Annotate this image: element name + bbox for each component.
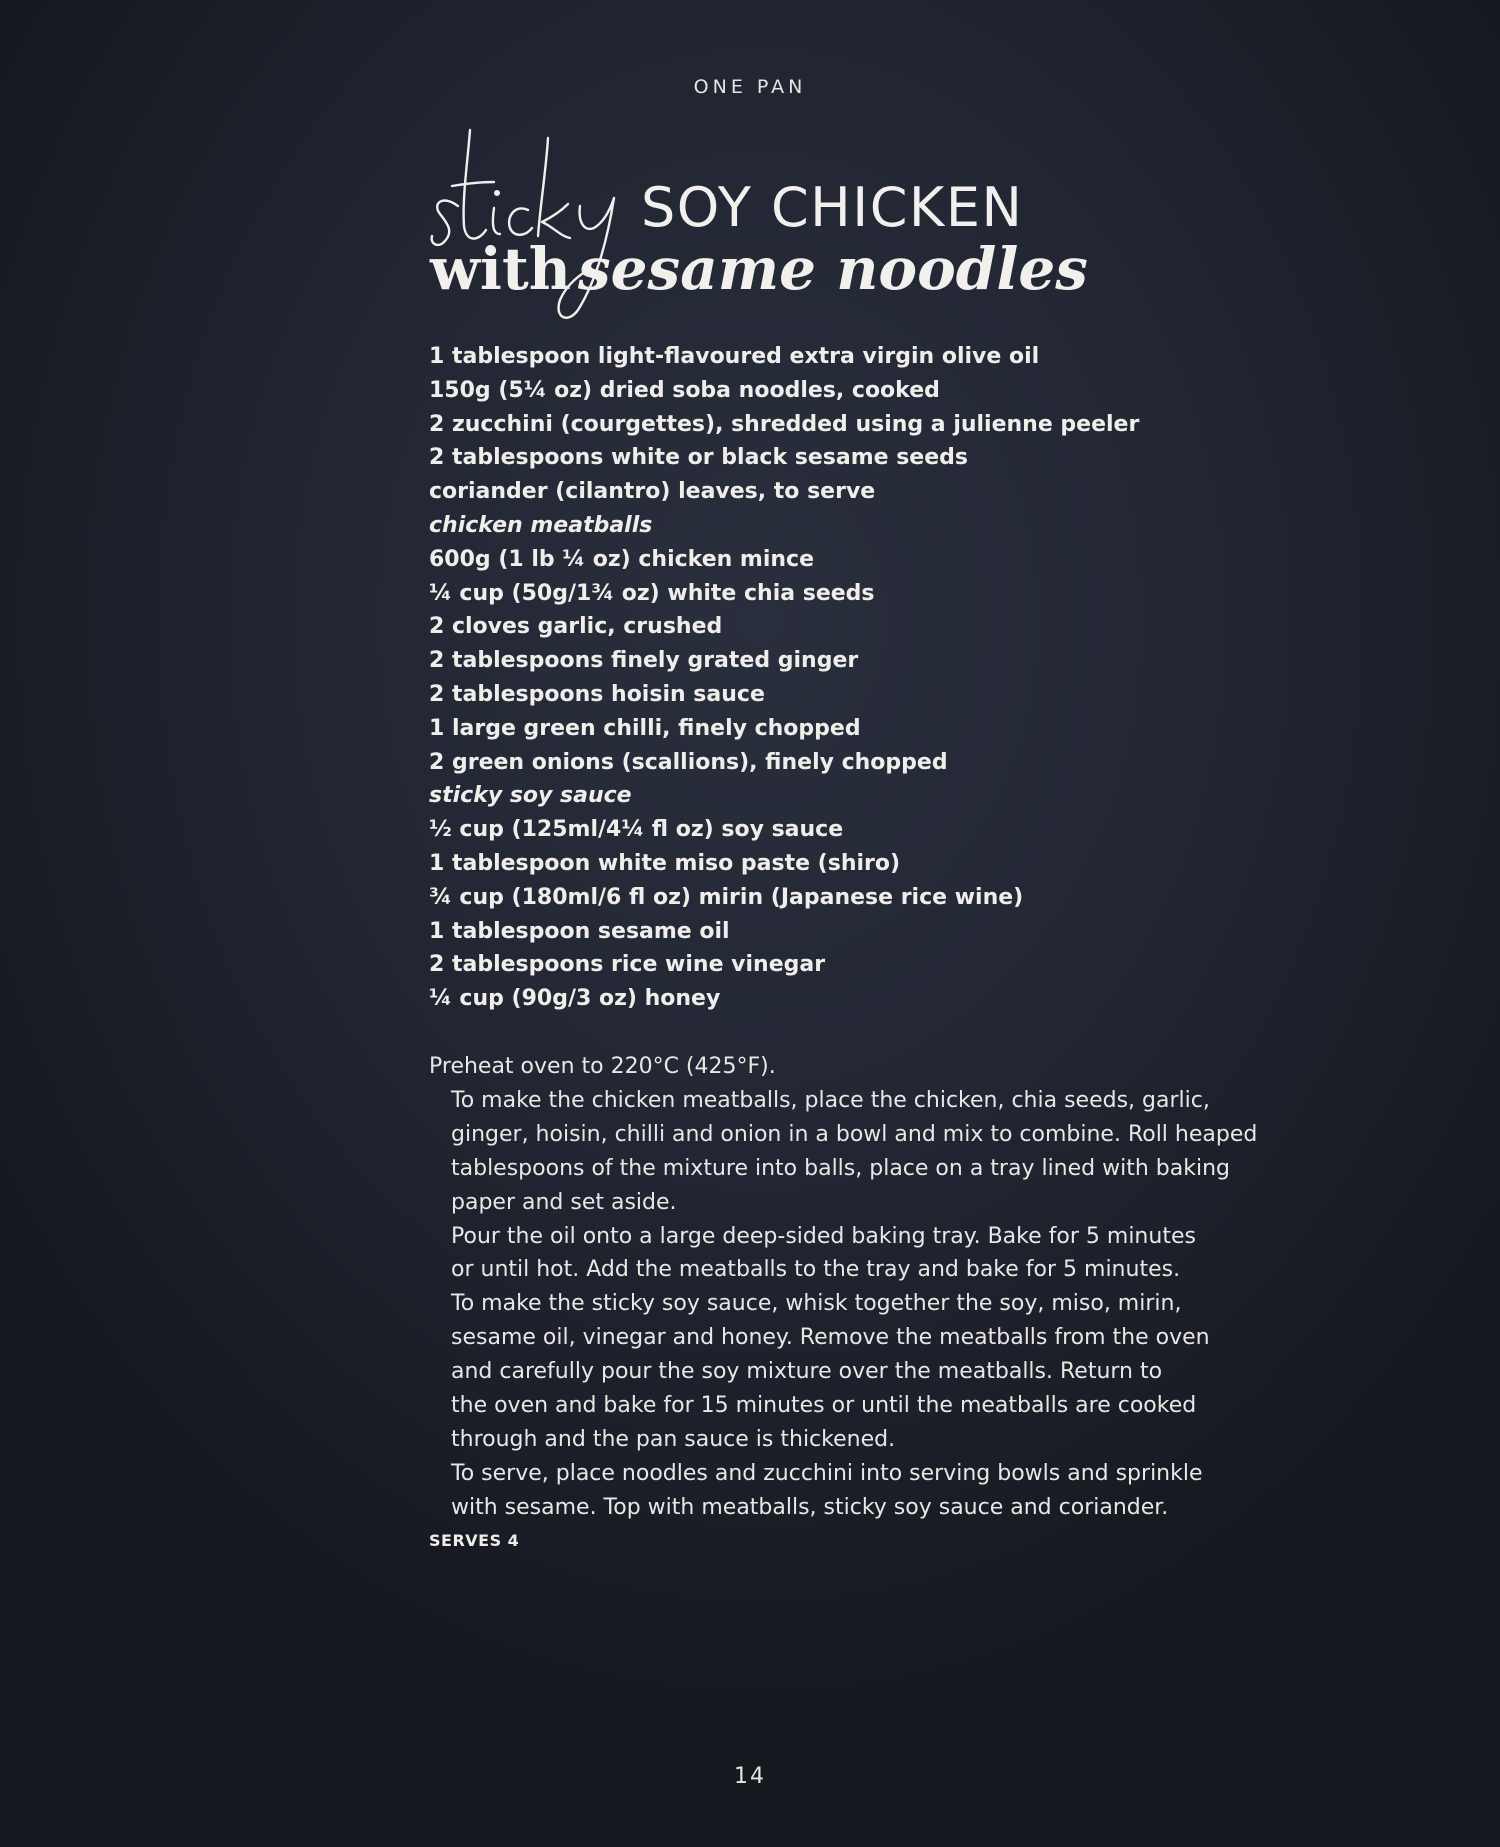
ingredient-subheading: chicken meatballs: [429, 512, 653, 538]
method-line: or until hot. Add the meatballs to the tray and bake for 5 minutes.: [451, 1257, 1181, 1283]
recipe-title: [428, 118, 1128, 328]
ingredient-item: ¼ cup (90g/3 oz) honey: [429, 986, 721, 1012]
ingredient-item: ¼ cup (50g/1¾ oz) white chia seeds: [429, 580, 875, 606]
ingredient-item: 2 cloves garlic, crushed: [429, 614, 723, 640]
method-line: To make the chicken meatballs, place the chicken, chia seeds, garlic,: [451, 1087, 1210, 1113]
method-line: sesame oil, vinegar and honey. Remove the meatballs from the oven: [451, 1325, 1210, 1351]
ingredients-list: [429, 340, 1229, 1016]
ingredient-item: 600g (1 lb ¼ oz) chicken mince: [429, 546, 815, 572]
method-line: To serve, place noodles and zucchini into serving bowls and sprinkle: [451, 1460, 1203, 1486]
ingredient-subheading: sticky soy sauce: [429, 783, 632, 809]
method-line: To make the sticky soy sauce, whisk together the soy, miso, mirin,: [451, 1291, 1182, 1317]
method-paragraph: [429, 1050, 1261, 1084]
ingredient-item: 1 tablespoon white miso paste (shiro): [429, 850, 901, 876]
ingredient-item: 2 tablespoons hoisin sauce: [429, 681, 765, 707]
method-line: Preheat oven to 220°C (425°F).: [429, 1054, 776, 1079]
method-line: tablespoons of the mixture into balls, place on a tray lined with baking: [451, 1155, 1230, 1181]
ingredient-item: 1 tablespoon light-flavoured extra virgin olive oil: [429, 344, 1040, 369]
ingredient-item: 1 large green chilli, finely chopped: [429, 715, 861, 741]
method-line: and carefully pour the soy mixture over the meatballs. Return to: [451, 1359, 1163, 1385]
ingredient-item: 1 tablespoon sesame oil: [429, 918, 730, 944]
method-line: paper and set aside.: [451, 1189, 677, 1215]
ingredient-item: 150g (5¼ oz) dried soba noodles, cooked: [429, 377, 940, 403]
ingredient-item: 2 green onions (scallions), finely chopped: [429, 749, 948, 775]
method-line: the oven and bake for 15 minutes or until the meatballs are cooked: [451, 1393, 1197, 1419]
ingredient-item: ½ cup (125ml/4¼ fl oz) soy sauce: [429, 817, 844, 843]
method-paragraph: [429, 1287, 1261, 1457]
ingredient-item: 2 tablespoons white or black sesame seeds: [429, 445, 968, 471]
title-main: SOY CHICKEN: [641, 176, 1024, 239]
ingredient-item: 2 tablespoons finely grated ginger: [429, 648, 859, 674]
section-label: ONE PAN: [693, 76, 807, 98]
ingredient-item: 2 tablespoons rice wine vinegar: [429, 952, 826, 978]
title-with: with: [430, 235, 571, 303]
ingredient-item: coriander (cilantro) leaves, to serve: [429, 479, 876, 505]
ingredient-item: ¾ cup (180ml/6 fl oz) mirin (Japanese rice wine): [429, 884, 1024, 910]
method-line: ginger, hoisin, chilli and onion in a bowl and mix to combine. Roll heaped: [451, 1121, 1258, 1147]
page-number: 14: [734, 1764, 766, 1789]
method-paragraph: [429, 1220, 1261, 1288]
ingredient-item: 2 zucchini (courgettes), shredded using a julienne peeler: [429, 411, 1140, 437]
method-text: [429, 1050, 1261, 1525]
method-paragraph: [429, 1084, 1261, 1220]
serves-label: SERVES 4: [429, 1531, 520, 1550]
title-subtitle: sesame noodles: [578, 235, 1088, 303]
method-line: through and the pan sauce is thickened.: [451, 1426, 896, 1452]
method-paragraph: [429, 1457, 1261, 1525]
method-line: Pour the oil onto a large deep-sided baking tray. Bake for 5 minutes: [451, 1223, 1196, 1249]
method-line: with sesame. Top with meatballs, sticky soy sauce and coriander.: [451, 1494, 1169, 1520]
